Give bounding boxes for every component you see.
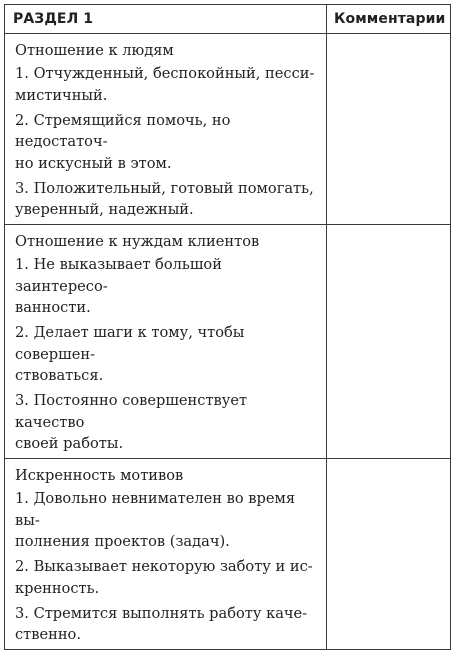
section-header: РАЗДЕЛ 1 [5,5,327,34]
rating-option: 3. Положительный, готовый помогать, уверенный, надежный. [15,179,314,218]
evaluation-table [4,4,451,650]
comment-cell[interactable] [327,225,451,459]
criterion-title: Искренность мотивов [15,467,184,484]
criteria-cell [5,459,327,650]
criterion-title: Отношение к людям [15,42,174,59]
section-row [5,459,451,650]
comment-cell[interactable] [327,459,451,650]
section-row [5,225,451,459]
rating-option: 1. Не выказывает большой заинтересо- ванности. [15,256,222,316]
criteria-cell [5,34,327,225]
criterion-title: Отношение к нуждам клиентов [15,233,260,250]
criteria-cell [5,225,327,459]
rating-option: 3. Стремится выполнять работу каче- ственно. [15,604,308,643]
comments-header: Комментарии [327,5,451,34]
section-row [5,34,451,225]
rating-option: 1. Довольно невнимателен во время вы- полнения проектов (задач). [15,490,296,550]
rating-options [15,63,318,221]
rating-options [15,254,318,455]
rating-option: 2. Выказывает некоторую заботу и ис- кренность. [15,558,313,597]
rating-option: 3. Постоянно совершенствует качество своей работы. [15,392,248,452]
comment-cell[interactable] [327,34,451,225]
rating-options [15,488,318,646]
rating-option: 2. Стремящийся помочь, но недостаточ- но искусный в этом. [15,111,231,172]
rating-option: 2. Делает шаги к тому, чтобы совершен- ствоваться. [15,324,245,384]
rating-option: 1. Отчужденный, беспокойный, песси- мистичный. [15,65,315,104]
header-row [5,5,451,34]
